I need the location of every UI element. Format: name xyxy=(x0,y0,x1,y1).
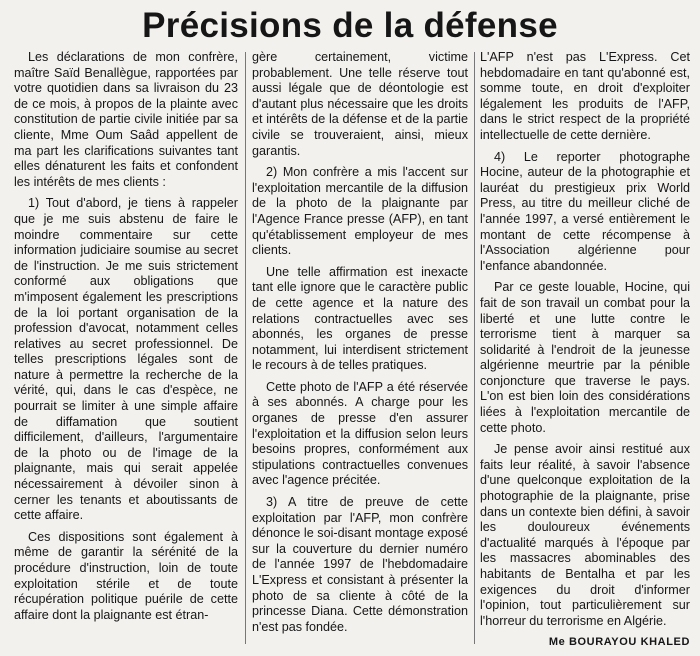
paragraph: 1) Tout d'abord, je tiens à rappeler que je me suis abstenu de faire le moindre commentaire sur cette information judiciaire soumise au secret de l'instruction. Je me suis strictement conformé aux obligations que m'imposent également les prescriptions de la loi portant organisation de la profession d'avocat, notamment celles relatives au secret professionnel. De telles prescriptions légales sont de nature à permettre la recherche de la vérité, qui, dans le cas d'espèce, ne pourrait se limiter à une simple affaire de diffamation que soutient difficilement, d'ailleurs, l'argumentaire de la photo ou de l'image de la plaignante, mais qui serait appelée nécessairement à dévoiler sinon à cerner les tenants et aboutissants de cette affaire. xyxy=(14,196,238,523)
paragraph: L'AFP n'est pas L'Express. Cet hebdomadaire en tant qu'abonné est, somme toute, en droit d'exploiter légalement les produits de l'AFP, dans le strict respect de la propriété intellectuelle de cette dernière. xyxy=(480,50,690,142)
column-rule xyxy=(474,52,475,644)
paragraph: Par ce geste louable, Hocine, qui fait de son travail un combat pour la liberté et une lutte contre le terrorisme tient à marquer sa solidarité à l'endroit de la jeunesse algérienne meurtrie par la pénible conjoncture que traverse le pays. L'on est bien loin des considérations liées à l'exploitation mercantile de cette photo. xyxy=(480,280,690,435)
paragraph: Cette photo de l'AFP a été réservée à ses abonnés. A charge pour les organes de presse d'en assurer l'exploitation et la diffusion selon leurs besoins propres, conformément aux stipulations contractuelles convenues avec l'agence précitée. xyxy=(252,379,468,488)
paragraph: 2) Mon confrère a mis l'accent sur l'exploitation mercantile de la diffusion de la photo de la plaignante par l'Agence France presse (AFP), en tant qu'établissement employeur de mes clients. xyxy=(252,165,468,258)
column-rule xyxy=(245,52,246,644)
paragraph: Ces dispositions sont également à même de garantir la sérénité de la procédure d'instruction, loin de toute exploitation stérile et de toute récupération politique puérile de cette affaire dont la plaignante est étran- xyxy=(14,529,238,622)
text-column-2 xyxy=(252,50,468,646)
paragraph: Les déclarations de mon confrère, maître Saïd Benallègue, rapportées par votre quotidien dans sa livraison du 23 de ce mois, à propos de la plainte avec constitution de partie civile initiée par sa cliente, Mme Oum Saâd appellent de ma part les clarifications suivantes tant elles dénaturent les faits et confondent les intérêts de mes clients : xyxy=(14,50,238,189)
paragraph: Je pense avoir ainsi restitué aux faits leur réalité, à savoir l'absence d'une quelconque exploitation de la photographie de la plaignante, prise dans un contexte bien défini, à savoir les douloureux événements d'actualité marqués à l'époque par les massacres abominables des habitants de Bentalha et par les exigences du droit d'informer l'opinion, tout particulièrement sur l'horreur du terrorisme en Algérie. xyxy=(480,442,690,628)
paragraph: 3) A titre de preuve de cette exploitation par l'AFP, mon confrère dénonce le soi-disant montage exposé sur la couverture du dernier numéro de l'année 1997 de l'hebdomadaire L'Express et consistant à présenter la photo de sa cliente à côté de la princesse Diana. Cette démonstration n'est pas fondée. xyxy=(252,495,468,634)
paragraph: 4) Le reporter photographe Hocine, auteur de la photographie et lauréat du prestigieux prix World Press, au titre du meilleur cliché de l'année 1997, a versé entièrement le montant de cette récompense à l'Association algérienne pour l'enfance abandonnée. xyxy=(480,149,690,273)
text-column-3 xyxy=(480,50,690,646)
text-column-1 xyxy=(14,50,238,646)
article-body xyxy=(14,50,690,648)
paragraph: gère certainement, victime probablement. Une telle réserve tout aussi légale que de déontologie est d'autant plus nécessaire que les droits et intérêts de la défense et de la partie civile se trouveraient, ainsi, mieux garantis. xyxy=(252,50,468,158)
author-signature: Me BOURAYOU KHALED xyxy=(548,636,690,646)
article-headline: Précisions de la défense xyxy=(142,6,558,45)
paragraph: Une telle affirmation est inexacte tant elle ignore que le caractère public de cette agence et la nature des relations contractuelles avec ses abonnés, les organes de presse notamment, lui interdisent strictement le recours à de telles pratiques. xyxy=(252,264,468,373)
